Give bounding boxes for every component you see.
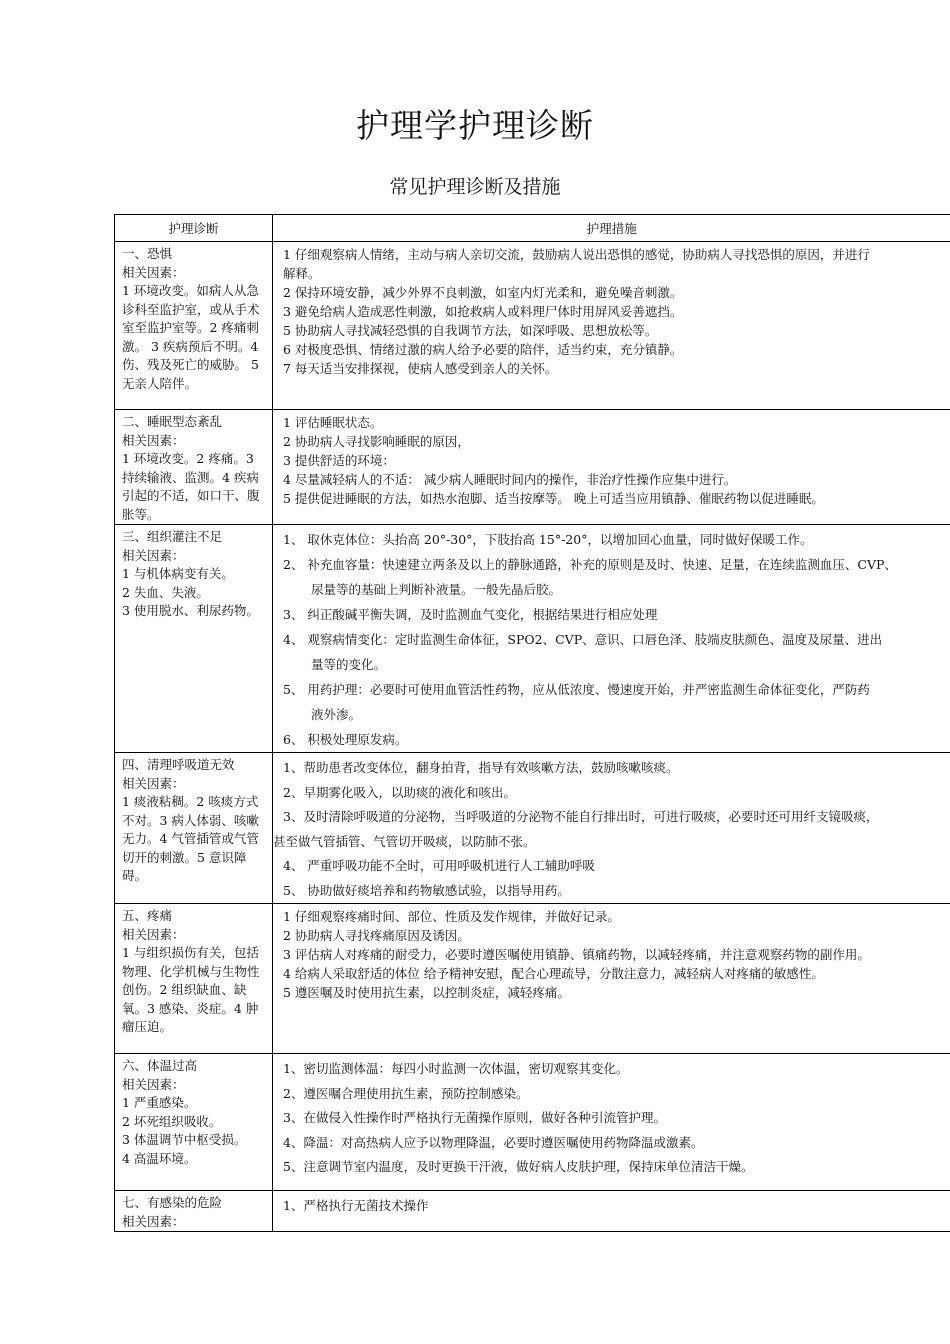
factor-line: 1 与机体病变有关。 <box>122 566 234 581</box>
diagnosis-heading: 五、疼痛 <box>122 908 173 923</box>
measure-line: 2、早期雾化吸入，以助痰的液化和咳出。 <box>283 784 516 800</box>
measure-line: 1 仔细观察疼痛时间、部位、性质及发作规律，并做好记录。 <box>283 909 620 924</box>
factor-line: 1 严重感染。 <box>122 1095 197 1110</box>
diagnosis-heading: 四、清理呼吸道无效 <box>122 757 235 772</box>
measure-line: 5、 用药护理：必要时可使用血管活性药物，应从低浓度、慢速度开始，并严密监测生命体征变化，严防药 <box>283 682 870 697</box>
factor-line: 2 失血、失液。 <box>122 584 209 600</box>
diagnosis-cell <box>115 1054 273 1191</box>
measure-line: 尿量等的基础上判断补液量。一般先晶后胶。 <box>311 582 562 597</box>
diagnosis-heading: 二、睡眠型态紊乱 <box>122 414 223 429</box>
measures-cell <box>273 753 950 904</box>
diagnosis-heading: 七、有感染的危险 <box>122 1195 223 1210</box>
measure-line: 7 每天适当安排探视，使病人感受到亲人的关怀。 <box>283 361 558 376</box>
factors-label: 相关因素： <box>122 775 185 791</box>
diagnosis-heading: 六、体温过高 <box>122 1058 198 1073</box>
factors-label: 相关因素： <box>122 1076 185 1092</box>
measure-line: 4、降温：对高热病人应予以物理降温，必要时遵医嘱使用药物降温或激素。 <box>283 1134 704 1150</box>
table-header-row <box>115 215 950 242</box>
measure-line: 4 尽量减轻病人的不适： 减少病人睡眠时间内的操作，非治疗性操作应集中进行。 <box>283 472 737 487</box>
measure-line: 4、 严重呼吸功能不全时，可用呼吸机进行人工辅助呼吸 <box>283 858 595 873</box>
measure-line: 解释。 <box>283 266 321 281</box>
factor-line: 3 体温调节中枢受损。 <box>122 1132 247 1147</box>
measure-line: 3 避免给病人造成恶性刺激，如抢救病人或料理尸体时用屏风妥善遮挡。 <box>283 304 683 319</box>
factor-line: 3 使用脱水、利尿药物。 <box>122 603 259 618</box>
factors-label: 相关因素： <box>122 926 185 942</box>
measure-line: 5 提供促进睡眠的方法，如热水泡脚、适当按摩等。 晚上可适当应用镇静、催眠药物以促进睡眠。 <box>283 491 824 506</box>
diagnosis-cell <box>115 1191 273 1232</box>
measures-cell <box>273 1054 950 1191</box>
factors-label: 相关因素： <box>122 264 185 280</box>
measure-line: 3 评估病人对疼痛的耐受力，必要时遵医嘱使用镇静、镇痛药物，以减轻疼痛，并注意观察药物的副作用。 <box>283 947 870 962</box>
page-subtitle: 常见护理诊断及措施 <box>389 176 561 198</box>
header-diagnosis: 护理诊断 <box>115 215 273 242</box>
diagnosis-heading: 三、组织灌注不足 <box>122 529 223 544</box>
measure-line: 量等的变化。 <box>311 657 387 672</box>
page-title: 护理学护理诊断 <box>356 106 594 145</box>
diagnosis-cell <box>115 753 273 904</box>
measures-cell <box>273 525 950 753</box>
factors-label: 相关因素： <box>122 547 185 563</box>
factor-line: 2 坏死组织吸收。 <box>122 1113 222 1129</box>
measure-line: 1、密切监测体温：每四小时监测一次体温，密切观察其变化。 <box>283 1061 629 1076</box>
table-row <box>115 904 950 1054</box>
factors-text <box>122 1094 267 1168</box>
measure-line: 甚至做气管插管、气管切开吸痰，以防肺不张。 <box>273 833 536 849</box>
measure-line: 4 给病人采取舒适的体位 给予精神安慰，配合心理疏导，分散注意力，减轻病人对疼痛的敏感性。 <box>283 966 824 981</box>
factors-text: 1 环境改变。如病人从急诊科至监护室，或从手术室至监护室等。2 疼痛刺激。 3 疾病预后不明。4 伤、残及死亡的威胁。 5 无亲人陪伴。 <box>122 283 260 391</box>
measure-line: 4、 观察病情变化：定时监测生命体征，SPO2、CVP、意识、口唇色泽、肢端皮肤颜色、温度及尿量、进出 <box>283 632 883 647</box>
measure-line: 1 评估睡眠状态。 <box>283 415 383 430</box>
table-row <box>115 410 950 525</box>
measure-line: 5、注意调节室内温度，及时更换干汗液，做好病人皮肤护理，保持床单位清洁干燥。 <box>283 1159 754 1174</box>
measure-line: 液外渗。 <box>311 707 362 722</box>
measure-line: 1、严格执行无菌技术操作 <box>283 1198 429 1213</box>
measures-cell <box>273 904 950 1054</box>
header-measures: 护理措施 <box>273 215 950 242</box>
measures-cell <box>273 1191 950 1232</box>
factors-text <box>122 565 267 621</box>
factors-text: 1 环境改变。2 疼痛。3 持续输液、监测。4 疾病引起的不适，如口干、腹胀等。 <box>122 451 260 522</box>
measure-line: 5 遵医嘱及时使用抗生素，以控制炎症，减轻疼痛。 <box>283 985 570 1000</box>
measure-line: 1、帮助患者改变体位，翻身拍背，指导有效咳嗽方法，鼓励咳嗽咳痰。 <box>283 760 679 775</box>
measure-line: 6、 积极处理原发病。 <box>283 732 408 747</box>
measure-line: 1 仔细观察病人情绪，主动与病人亲切交流，鼓励病人说出恐惧的感觉，协助病人寻找恐惧的原因，并进行 <box>283 247 870 262</box>
measure-line: 3、及时清除呼吸道的分泌物，当呼吸道的分泌物不能自行排出时，可进行吸痰，必要时还可用纤支镜吸痰， <box>283 809 879 824</box>
nursing-diagnosis-table <box>114 214 950 1232</box>
measure-line: 2 协助病人寻找疼痛原因及诱因。 <box>283 928 470 943</box>
measure-line: 2、 补充血容量：快速建立两条及以上的静脉通路，补充的原则是及时、快速、足量，在连续监测血压、CVP、 <box>283 557 897 572</box>
diagnosis-heading: 一、恐惧 <box>122 246 173 261</box>
table-row <box>115 1191 950 1232</box>
factors-label: 相关因素： <box>122 1213 185 1229</box>
diagnosis-cell <box>115 525 273 753</box>
diagnosis-cell <box>115 242 273 410</box>
factor-line: 4 高温环境。 <box>122 1150 197 1166</box>
table-row <box>115 525 950 753</box>
measure-line: 1、 取休克体位：头抬高 20°-30°，下肢抬高 15°-20°，以增加回心血量，同时做好保暖工作。 <box>283 532 813 547</box>
table-row <box>115 1054 950 1191</box>
measure-line: 3、 纠正酸碱平衡失调，及时监测血气变化，根据结果进行相应处理 <box>283 607 658 622</box>
measure-line: 3、在做侵入性操作时严格执行无菌操作原则，做好各种引流管护理。 <box>283 1110 666 1125</box>
measure-line: 6 对极度恐惧、情绪过激的病人给予必要的陪伴，适当约束，充分镇静。 <box>283 342 683 357</box>
diagnosis-cell <box>115 410 273 525</box>
table-row <box>115 753 950 904</box>
measure-line: 5 协助病人寻找减轻恐惧的自我调节方法，如深呼吸、思想放松等。 <box>283 323 658 338</box>
factors-text: 1 痰液粘稠。2 咳痰方式不对。3 病人体弱、咳嗽无力。4 气管插管或气管切开的刺激。5 意识障碍。 <box>122 794 259 883</box>
measure-line: 2 保持环境安静，减少外界不良刺激，如室内灯光柔和，避免噪音刺激。 <box>283 285 683 300</box>
table-row <box>115 242 950 410</box>
measure-line: 2、遵医嘱合理使用抗生素，预防控制感染。 <box>283 1085 529 1101</box>
measure-line: 3 提供舒适的环境： <box>283 453 395 468</box>
measure-line: 2 协助病人寻找影响睡眠的原因， <box>283 434 470 449</box>
measure-line: 5、 协助做好痰培养和药物敏感试验，以指导用药。 <box>283 882 570 898</box>
measures-cell <box>273 410 950 525</box>
measures-cell <box>273 242 950 410</box>
diagnosis-cell <box>115 904 273 1054</box>
factors-text: 1 与组织损伤有关，包括物理、化学机械与生物性创伤。2 组织缺血、缺氧。3 感染、炎症。4 肿瘤压迫。 <box>122 945 260 1034</box>
factors-label: 相关因素： <box>122 432 185 448</box>
